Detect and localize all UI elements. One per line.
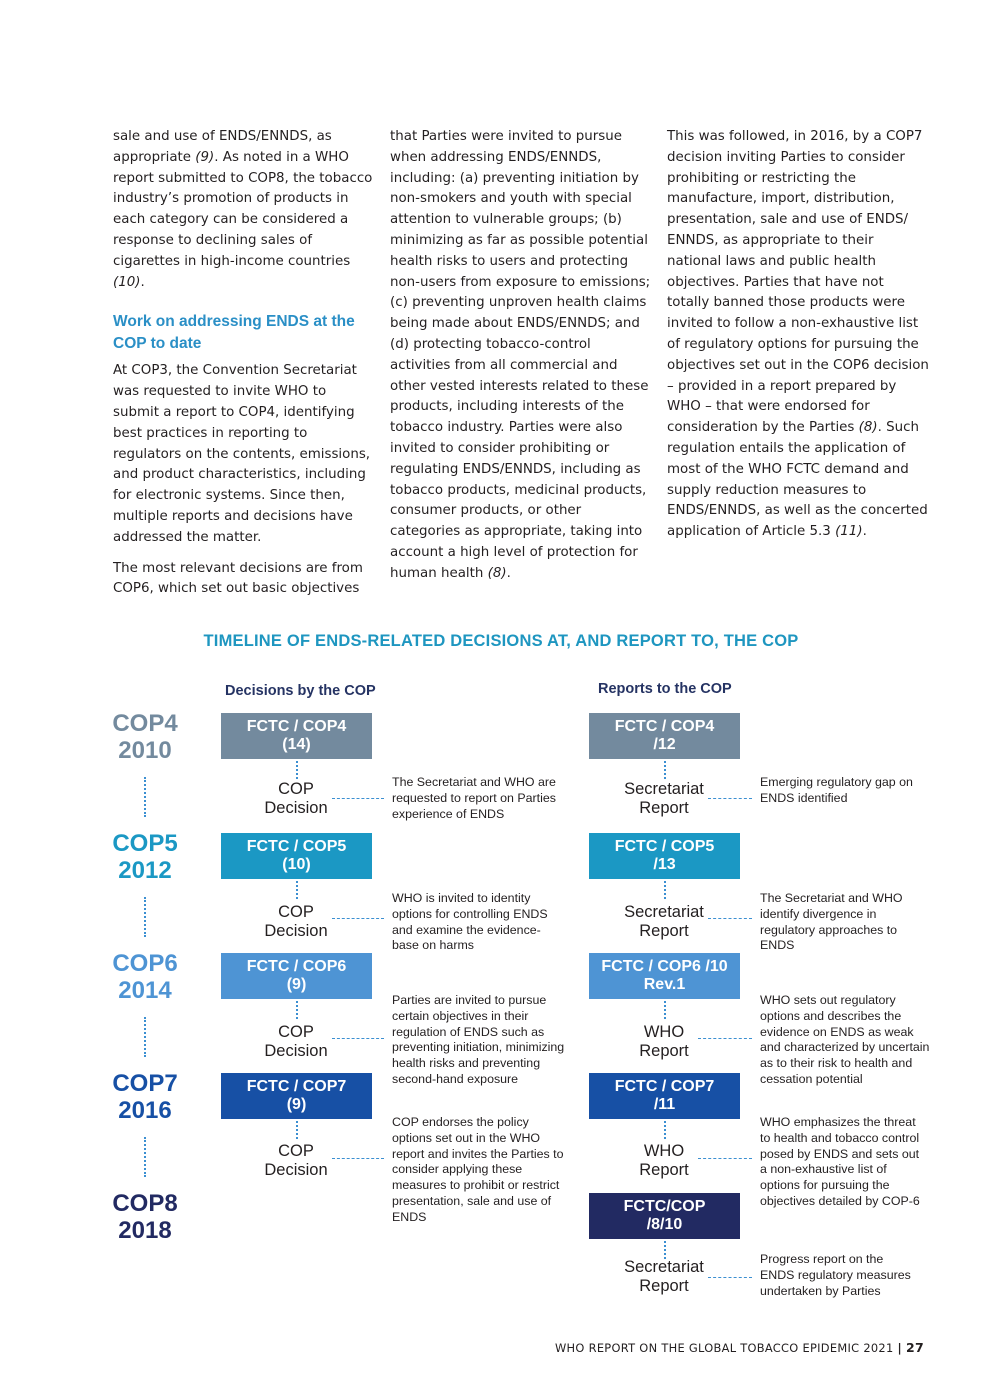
cop-year: 2018 bbox=[118, 1217, 172, 1244]
decision-label: COP Decision bbox=[264, 1142, 328, 1179]
cop-name: COP4 bbox=[112, 710, 178, 737]
dashed-connector bbox=[332, 918, 384, 919]
cop-year-cop5 bbox=[90, 830, 200, 884]
footer-separator: | bbox=[897, 1341, 902, 1355]
cop-year-cop6 bbox=[90, 950, 200, 1004]
decision-doc-box: FCTC / COP4 (14) bbox=[221, 713, 372, 759]
paragraph: sale and use of ENDS/ENNDS, as appropriate (9). As noted in a WHO report submitted to COP8, the tobacco industry’s promotion of products in each category can be considered a response to declining sales of cigarettes in high-income countries (10). bbox=[113, 129, 373, 290]
dashed-connector bbox=[708, 1277, 752, 1278]
decision-label: COP Decision bbox=[264, 903, 328, 940]
box-connector bbox=[664, 761, 666, 779]
report-description: Emerging regulatory gap on ENDS identified bbox=[760, 775, 913, 805]
box-connector bbox=[664, 1241, 666, 1259]
decision-description: COP endorses the policy options set out in the WHO report and invites the Parties to consider applying these measures to prohibit or restrict presentation, sale and use of ENDS bbox=[392, 1115, 564, 1224]
paragraph: This was followed, in 2016, by a COP7 decision inviting Parties to consider prohibiting or restricting the manufacture, import, distribution, presentation, sale and use of ENDS/ ENNDS, as appropriate to their national laws and public health objectives. Parties that have not totally banned those products were invited to follow a non-exhaustive list of regulatory options for pursuing the objectives set out in the COP6 decision – provided in a report prepared by WHO – that were endorsed for consideration by the Parties (8). Such regulation entails the application of most of the WHO FCTC demand and supply reduction measures to ENDS/ENNDS, as well as the concerted application of Article 5.3 (11). bbox=[667, 129, 929, 540]
section-heading: Work on addressing ENDS at the COP to date bbox=[113, 313, 355, 353]
box-connector bbox=[664, 881, 666, 899]
box-connector bbox=[296, 881, 298, 899]
cop-year-cop8 bbox=[90, 1190, 200, 1244]
cop-year: 2016 bbox=[118, 1097, 172, 1124]
timeline-connector bbox=[144, 777, 146, 817]
paragraph: The most relevant decisions are from COP6, which set out basic objectives bbox=[113, 560, 363, 597]
timeline-connector bbox=[144, 897, 146, 937]
report-description: The Secretariat and WHO identify divergence in regulatory approaches to ENDS bbox=[760, 891, 903, 953]
decisions-column-header: Decisions by the COP bbox=[225, 683, 376, 699]
report-label: Secretariat Report bbox=[624, 1258, 704, 1295]
box-connector bbox=[296, 761, 298, 779]
timeline-connector bbox=[144, 1137, 146, 1177]
dashed-connector bbox=[708, 918, 752, 919]
decision-doc-box: FCTC / COP6 (9) bbox=[221, 953, 372, 999]
decision-description: The Secretariat and WHO are requested to report on Parties experience of ENDS bbox=[392, 775, 556, 821]
decision-label: COP Decision bbox=[264, 780, 328, 817]
box-connector bbox=[664, 1121, 666, 1139]
footer-title: WHO REPORT ON THE GLOBAL TOBACCO EPIDEMIC 2021 bbox=[554, 1341, 894, 1355]
citation: (8) bbox=[487, 565, 507, 581]
cop-year-cop7 bbox=[90, 1070, 200, 1124]
text-column-3 bbox=[667, 127, 929, 553]
report-label: Secretariat Report bbox=[624, 903, 704, 940]
cop-name: COP6 bbox=[112, 950, 178, 977]
citation: (9) bbox=[195, 149, 215, 165]
report-doc-box: FCTC / COP4 /12 bbox=[589, 713, 740, 759]
decision-doc-box: FCTC / COP7 (9) bbox=[221, 1073, 372, 1119]
report-description: WHO sets out regulatory options and describes the evidence on ENDS as weak and characterized by uncertain as to their risk to health and cessation potential bbox=[760, 993, 930, 1086]
reports-column-header: Reports to the COP bbox=[598, 681, 732, 697]
cop-name: COP8 bbox=[112, 1190, 178, 1217]
cop-year-cop4 bbox=[90, 710, 200, 764]
cop-year: 2010 bbox=[118, 737, 172, 764]
cop-year: 2012 bbox=[118, 857, 172, 884]
page-number: 27 bbox=[906, 1340, 924, 1355]
decision-description: Parties are invited to pursue certain objectives in their regulation of ENDS such as preventing initiation, minimizing health risks and preventing second-hand exposure bbox=[392, 993, 565, 1086]
decision-description: WHO is invited to identity options for controlling ENDS and examine the evidence-base on harms bbox=[392, 891, 548, 953]
dashed-connector bbox=[332, 798, 384, 799]
timeline-connector bbox=[144, 1017, 146, 1057]
decision-label: COP Decision bbox=[264, 1023, 328, 1060]
timeline-title: TIMELINE OF ENDS-RELATED DECISIONS AT, AND REPORT TO, THE COP bbox=[203, 632, 799, 650]
cop-name: COP5 bbox=[112, 830, 178, 857]
dashed-connector bbox=[698, 1158, 752, 1159]
text-column-1 bbox=[113, 127, 375, 610]
report-doc-box: FCTC / COP7 /11 bbox=[589, 1073, 740, 1119]
dashed-connector bbox=[698, 1038, 752, 1039]
dashed-connector bbox=[332, 1038, 384, 1039]
cop-year: 2014 bbox=[118, 977, 172, 1004]
box-connector bbox=[664, 1001, 666, 1019]
text-column-2 bbox=[390, 127, 652, 595]
paragraph: At COP3, the Convention Secretariat was requested to invite WHO to submit a report to COP4, identifying best practices in reporting to regulators on the contents, emissions, and product characteristics, including for electronic systems. Since then, multiple reports and decisions have addressed the matter. bbox=[113, 363, 371, 545]
box-connector bbox=[296, 1001, 298, 1019]
citation: (8) bbox=[858, 420, 878, 436]
report-doc-box: FCTC / COP5 /13 bbox=[589, 833, 740, 879]
report-label: Secretariat Report bbox=[624, 780, 704, 817]
citation: (11) bbox=[835, 524, 863, 540]
report-doc-box: FCTC/COP /8/10 bbox=[589, 1193, 740, 1239]
paragraph: that Parties were invited to pursue when addressing ENDS/ENNDS, including: (a) preventing initiation by non-smokers and youth with special attention to vulnerable groups; (b) minimizing as far as possible potential health risks to users and protecting non-users from exposure to emissions; (c) preventing unproven health claims being made about ENDS/ENNDS; and (d) protecting tobacco-control activities from all commercial and other vested interests related to these products, including interests of the tobacco industry. Parties were also invited to consider prohibiting or regulating ENDS/ENNDS, including as tobacco products, medicinal products, consumer products, or other categories as appropriate, taking into account a high level of protection for human health (8). bbox=[390, 129, 651, 581]
box-connector bbox=[296, 1121, 298, 1139]
report-doc-box: FCTC / COP6 /10 Rev.1 bbox=[589, 953, 740, 999]
dashed-connector bbox=[332, 1158, 384, 1159]
dashed-connector bbox=[708, 798, 752, 799]
report-description: WHO emphasizes the threat to health and tobacco control posed by ENDS and sets out a non-exhaustive list of options for pursuing the objectives detailed by COP-6 bbox=[760, 1115, 920, 1208]
citation: (10) bbox=[113, 274, 141, 290]
report-label: WHO Report bbox=[639, 1142, 689, 1179]
report-description: Progress report on the ENDS regulatory measures undertaken by Parties bbox=[760, 1252, 911, 1298]
report-label: WHO Report bbox=[639, 1023, 689, 1060]
cop-name: COP7 bbox=[112, 1070, 178, 1097]
decision-doc-box: FCTC / COP5 (10) bbox=[221, 833, 372, 879]
page-footer bbox=[555, 1340, 924, 1355]
